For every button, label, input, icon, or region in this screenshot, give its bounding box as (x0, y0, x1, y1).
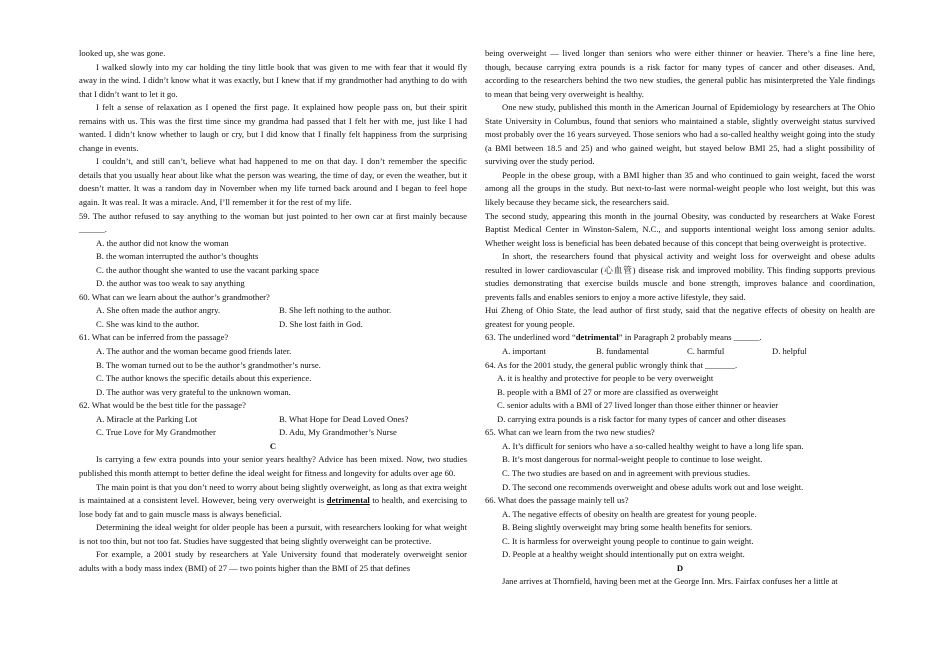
option: C. The author knows the specific details about this experience. (96, 373, 312, 384)
option: D. the author was too weak to say anything (96, 278, 245, 289)
paragraph: I walked slowly into my car holding the tiny little book that was given to me with fear that it would fly away in the wind. I didn’t know what it was exactly, but I knew that if my grandmother had anything to do with that I didn’t want to let it go. (79, 61, 467, 99)
paragraph: Jane arrives at Thornfield, having been met at the George Inn. Mrs. Fairfax confuses her a little at (502, 576, 838, 587)
paragraph: looked up, she was gone. (79, 48, 166, 58)
option: D. The author was very grateful to the unknown woman. (96, 386, 291, 397)
option: C. the author thought she wanted to use the vacant parking space (96, 264, 319, 275)
section-heading-d: D (676, 562, 684, 573)
option: B. fundamental (596, 346, 649, 357)
section-heading-c: C (269, 440, 277, 451)
option: D. People at a healthy weight should intentionally put on extra weight. (502, 549, 745, 560)
question-59: 59. The author refused to say anything to the woman but just pointed to her own car at first mainly because ______. (79, 210, 467, 235)
text-run: The main point is that you don’t need to worry about being slightly overweight, as long as that extra weight is maintained at a consistent level. However, being very overweight is (79, 481, 467, 506)
question-61: 61. What can be inferred from the passage? (79, 332, 229, 343)
option: D. helpful (772, 346, 807, 357)
paragraph: Is carrying a few extra pounds into your senior years healthy? Advice has been mixed. Now, two studies published this month attempt to better define the ideal weight for fitness and longevity for adults over age 60. (79, 454, 467, 478)
option: D. The second one recommends overweight and obese adults work out and lose weight. (502, 481, 804, 492)
option: D. Adu, My Grandmother’s Nurse (279, 427, 397, 438)
option-row (79, 304, 467, 318)
option: B. What Hope for Dead Loved Ones? (279, 413, 409, 424)
option: D. She lost faith in God. (279, 318, 363, 329)
option: B. It’s most dangerous for normal-weight people to continue to lose weight. (502, 454, 763, 465)
option-row (485, 345, 875, 359)
paragraph: I couldn’t, and still can’t, believe what had happened to me on that day. I don’t remember the specific details that you usually hear about like what the person was wearing, the time of day, or even the weather, but it doesn’t matter. It was a random day in November when my life turned back around and I began to feel hope again. It was real. It was a miracle. And, I’ll remember it for the rest of my life. (79, 156, 467, 208)
option: A. She often made the author angry. (96, 305, 221, 316)
option: C. True Love for My Grandmother (96, 427, 216, 438)
paragraph: For example, a 2001 study by researchers at Yale University found that moderately overweight senior adults with a body mass index (BMI) of 27 — two points higher than the BMI of 25 that defines (79, 549, 467, 573)
option-row (79, 318, 467, 332)
text-run: to health, and exercising to lose body fat and to gain muscle mass is always beneficial. (79, 495, 467, 519)
question-64: 64. As for the 2001 study, the general public wrongly think that _______. (485, 359, 738, 370)
option: C. It is harmless for overweight young people to continue to gain weight. (502, 535, 754, 546)
option: B. Being slightly overweight may bring some health benefits for seniors. (502, 522, 753, 533)
quoted-word: detrimental (575, 332, 619, 343)
option: C. She was kind to the author. (96, 318, 200, 329)
paragraph: One new study, published this month in the American Journal of Epidemiology by researchers at The Ohio State University in Columbus, found that seniors who maintained a stable, slightly overweight status survived most probably over the 16 years surveyed. Those seniors who had a so-called healthy weight going into the study (a BMI between 18.5 and 25) and who gained weight, but stayed below BMI 25, had a slight possibility of surviving over the study period. (485, 102, 875, 167)
question-63 (485, 331, 875, 345)
right-column (485, 47, 875, 589)
option: A. The negative effects of obesity on health are greatest for young people. (502, 508, 757, 519)
question-65: 65. What can we learn from the two new studies? (485, 427, 655, 438)
paragraph: People in the obese group, with a BMI higher than 35 and who continued to gain weight, faced the worst among all the groups in the study. But next-to-last were normal-weight people who lost weight, but this was likely because they became sick, the researchers said. (485, 169, 875, 208)
option: A. important (502, 346, 546, 357)
option: B. people with a BMI of 27 or more are classified as overweight (497, 386, 719, 397)
question-66: 66. What does the passage mainly tell us? (485, 495, 629, 506)
option: A. It’s difficult for seniors who have a so-called healthy weight to have a long life span. (502, 440, 804, 451)
option-row (79, 426, 467, 440)
paragraph: The second study, appearing this month in the journal Obesity, was conducted by researchers at Wake Forest Baptist Medical Center in Winston-Salem, N.C., and supports intentional weight loss among senior adults. Whether weight loss is beneficial has been debated because of this concept that being overweight is protective. (485, 210, 875, 248)
question-62: 62. What would be the best title for the passage? (79, 400, 246, 411)
option: D. carrying extra pounds is a risk factor for many types of cancer and other diseases (497, 413, 786, 424)
paragraph (79, 481, 467, 522)
paragraph: I felt a sense of relaxation as I opened the first page. It explained how people pass on, but their spirit remains with us. This was the first time since my grandma had passed that I felt her with me, just like I had wanted. I didn’t know whether to laugh or cry, but I did know that I finally felt happiness from the surprising change in events. (79, 102, 467, 153)
underlined-word: detrimental (326, 495, 370, 506)
option: C. The two studies are based on and in agreement with previous studies. (502, 467, 751, 478)
option: A. it is healthy and protective for people to be very overweight (497, 373, 714, 384)
paragraph: being overweight — lived longer than seniors who were either thinner or heavier. There’s a fine line here, though, because carrying extra pounds is a risk factor for many types of cancer and other diseases. And, according to the researchers behind the two new studies, the general public has misinterpreted the Yale findings to mean that being very overweight is healthy. (485, 48, 875, 99)
text-run: ” in Paragraph 2 probably means ______. (618, 332, 762, 343)
option: C. senior adults with a BMI of 27 lived longer than those either thinner or heavier (497, 400, 779, 411)
paragraph: In short, the researchers found that physical activity and weight loss for overweight and obese adults resulted in lower cardiovascular (心血管) disease risk and improved mobility. This finding supports previous studies demonstrating that exercise builds muscle and bone strength, improves balance and coordination, prevents falls and enables seniors to enjoy a more active lifestyle, they said. (485, 251, 875, 302)
option: B. the woman interrupted the author’s thoughts (96, 251, 259, 262)
option: A. Miracle at the Parking Lot (96, 413, 198, 424)
paragraph: Hui Zheng of Ohio State, the lead author of first study, said that the negative effects of obesity on health are greatest for young people. (485, 305, 875, 329)
text-run: 63. The underlined word “ (485, 332, 576, 343)
option: B. The woman turned out to be the author’s grandmother’s nurse. (96, 359, 321, 370)
paragraph: Determining the ideal weight for older people has been a pursuit, with researchers looking for what weight is not too thin, but not too fat. Studies have suggested that being slightly overweight can be protective. (79, 522, 467, 546)
option: C. harmful (687, 346, 725, 357)
question-60: 60. What can we learn about the author’s grandmother? (79, 291, 270, 302)
left-column (79, 47, 467, 575)
option-row (79, 413, 467, 427)
option: A. the author did not know the woman (96, 237, 229, 248)
option: B. She left nothing to the author. (279, 305, 392, 316)
option: A. The author and the woman became good friends later. (96, 346, 292, 357)
